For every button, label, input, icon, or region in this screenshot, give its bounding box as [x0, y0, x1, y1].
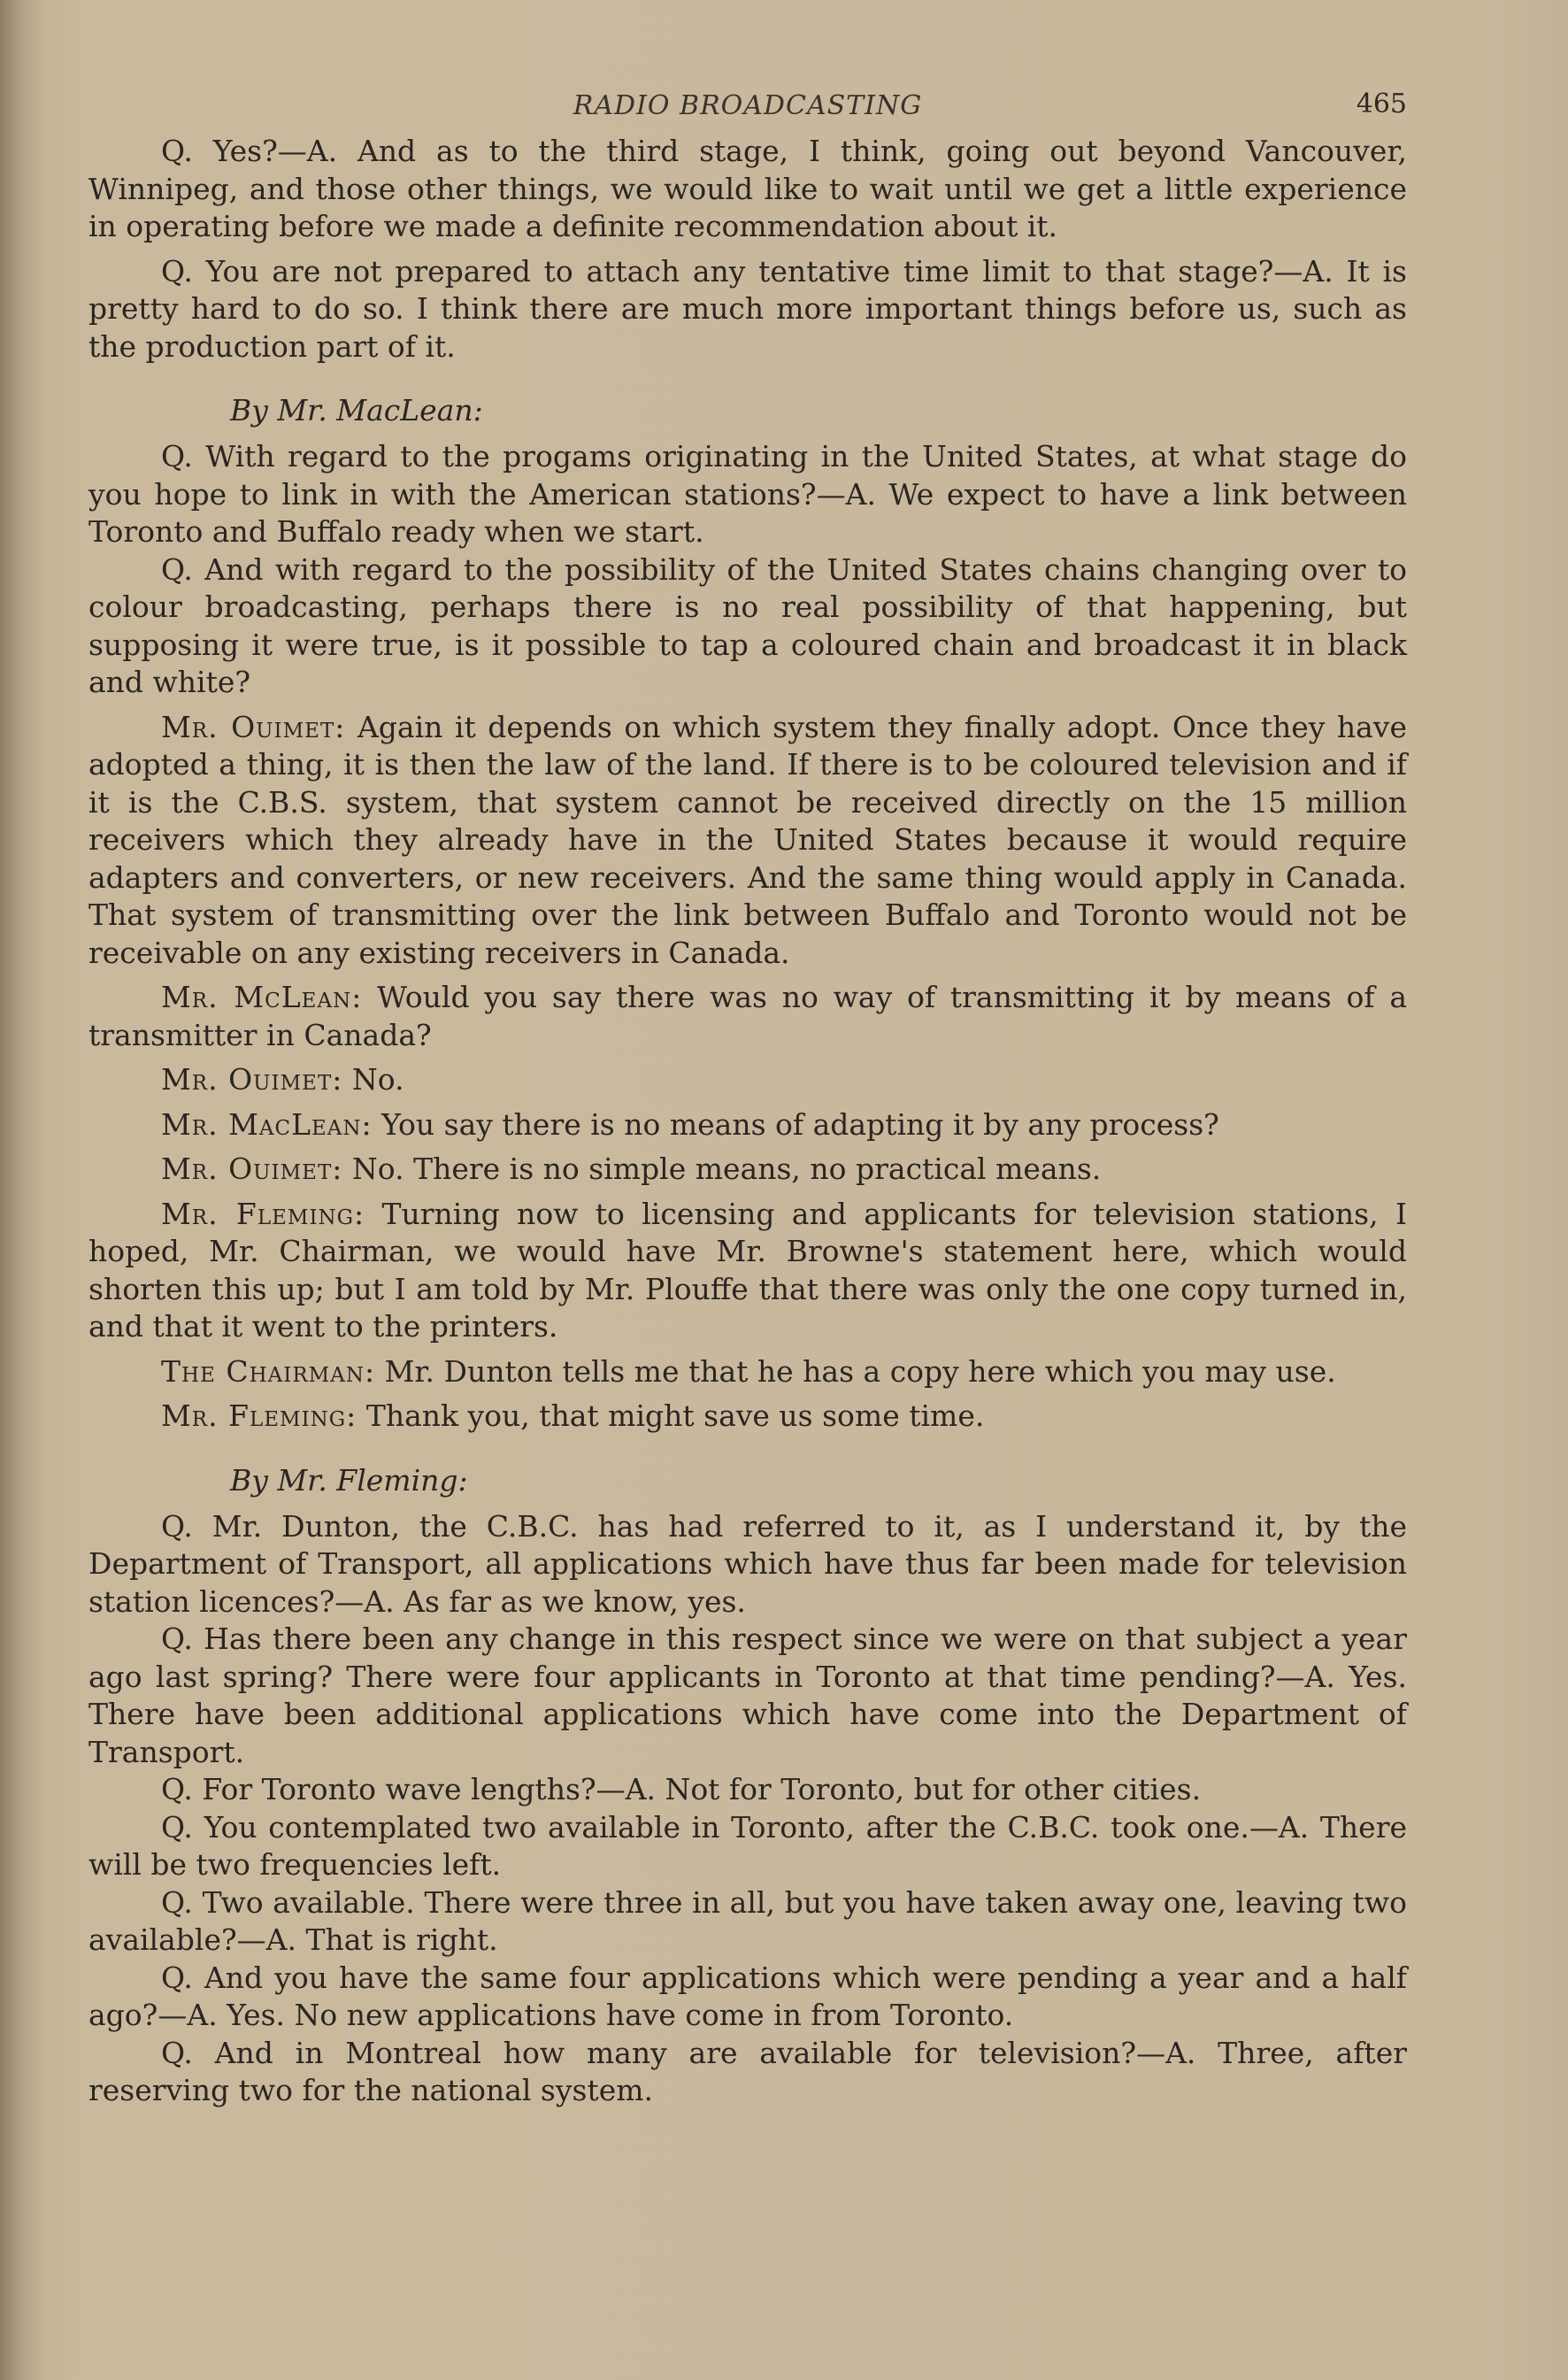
speaker-name: Mr. Ouimet:	[161, 1062, 343, 1097]
paragraph: Q. With regard to the progams originating in the United States, at what stage do you hope to link in with the American stations?—A. We expect to have a link between Toronto and Buffalo ready when we start.	[88, 439, 1407, 549]
speaker-name: Mr. MacLean:	[161, 1106, 373, 1142]
page-number: 465	[1356, 89, 1407, 119]
paragraph: Q. And you have the same four applications which were pending a year and a half ago?—A. Yes. No new applications have come in from Toronto.	[88, 1960, 1407, 2032]
paragraph: Q. Two available. There were three in all, but you have taken away one, leaving two available?—A. That is right.	[88, 1884, 1407, 1957]
paragraph: Q. You contemplated two available in Toronto, after the C.B.C. took one.—A. There will be two frequencies left.	[88, 1809, 1407, 1882]
speaker-name: Mr. Fleming:	[161, 1398, 357, 1433]
section-heading: By Mr. MacLean:	[230, 393, 483, 427]
speech-text: Thank you, that might save us some time.	[365, 1398, 985, 1433]
paragraph: Q. Mr. Dunton, the C.B.C. has had referred to it, as I understand it, by the Department of Transport, all applications which have thus far been made for television station licences?—A. As far as we know, yes.	[88, 1508, 1407, 1619]
speaker-name: Mr. Ouimet:	[161, 709, 346, 744]
speaker-name: Mr. Ouimet:	[161, 1151, 343, 1186]
speech-paragraph	[88, 1353, 1407, 1391]
section-heading: By Mr. Fleming:	[230, 1462, 468, 1498]
speech-text: No. There is no simple means, no practical means.	[351, 1151, 1102, 1186]
paragraph: Q. Has there been any change in this respect since we were on that subject a year ago last spring? There were four applicants in Toronto at that time pending?—A. Yes. There have been additional applications which have come into the Department of Transport.	[88, 1621, 1407, 1769]
speaker-name: The Chairman:	[161, 1353, 376, 1389]
speech-text: Again it depends on which system they finally adopt. Once they have adopted a thing, it is then the law of the land. If there is to be coloured television and if it is the C.B.S. system, that system cannot be received directly on the 15 million receivers which they already have in the United States because it would require adapters and converters, or new receivers. And the same thing would apply in Canada. That system of transmitting over the link between Buffalo and Toronto would not be receivable on any existing receivers in Canada.	[88, 709, 1407, 970]
speech-paragraph	[88, 1106, 1407, 1144]
running-title: RADIO BROADCASTING	[573, 90, 923, 121]
page-header	[88, 80, 1407, 133]
paragraph: Q. And in Montreal how many are available for television?—A. Three, after reserving two for the national system.	[88, 2035, 1407, 2107]
speech-paragraph	[88, 1398, 1407, 1436]
paragraph: Q. And with regard to the possibility of the United States chains changing over to colour broadcasting, perhaps there is no real possibility of that happening, but supposing it were true, is it possible to tap a coloured chain and broadcast it in black and white?	[88, 551, 1407, 699]
speech-text: Mr. Dunton tells me that he has a copy here which you may use.	[384, 1353, 1336, 1389]
speaker-name: Mr. Fleming:	[161, 1196, 365, 1231]
paragraph: Q. For Toronto wave lengths?—A. Not for Toronto, but for other cities.	[161, 1772, 1202, 1806]
speaker-name: Mr. McLean:	[161, 980, 363, 1014]
speech-paragraph	[88, 979, 1407, 1054]
body-text	[88, 133, 1407, 2110]
speech-paragraph	[88, 1151, 1407, 1189]
paragraph: Q. Yes?—A. And as to the third stage, I think, going out beyond Vancouver, Winnipeg, and those other things, we would like to wait until we get a little experience in operating before we made a definite recommendation about it.	[88, 134, 1407, 243]
speech-text: No.	[351, 1062, 404, 1097]
speech-text: Turning now to licensing and applicants for television stations, I hoped, Mr. Chairman, we would have Mr. Browne's statement here, which would shorten this up; but I am told by Mr. Plouffe that there was only the one copy turned in, and that it went to the printers.	[88, 1196, 1407, 1344]
speech-paragraph	[88, 1196, 1407, 1346]
paragraph: Q. You are not prepared to attach any tentative time limit to that stage?—A. It is pretty hard to do so. I think there are much more important things before us, such as the production part of it.	[88, 253, 1407, 364]
speech-paragraph	[88, 1061, 1407, 1099]
speech-text: You say there is no means of adapting it by any process?	[381, 1106, 1219, 1142]
document-page	[88, 80, 1407, 2110]
speech-paragraph	[88, 709, 1407, 973]
page-binding-shadow	[0, 0, 41, 2380]
speech-text: Would you say there was no way of transmitting it by means of a transmitter in Canada?	[88, 980, 1407, 1052]
